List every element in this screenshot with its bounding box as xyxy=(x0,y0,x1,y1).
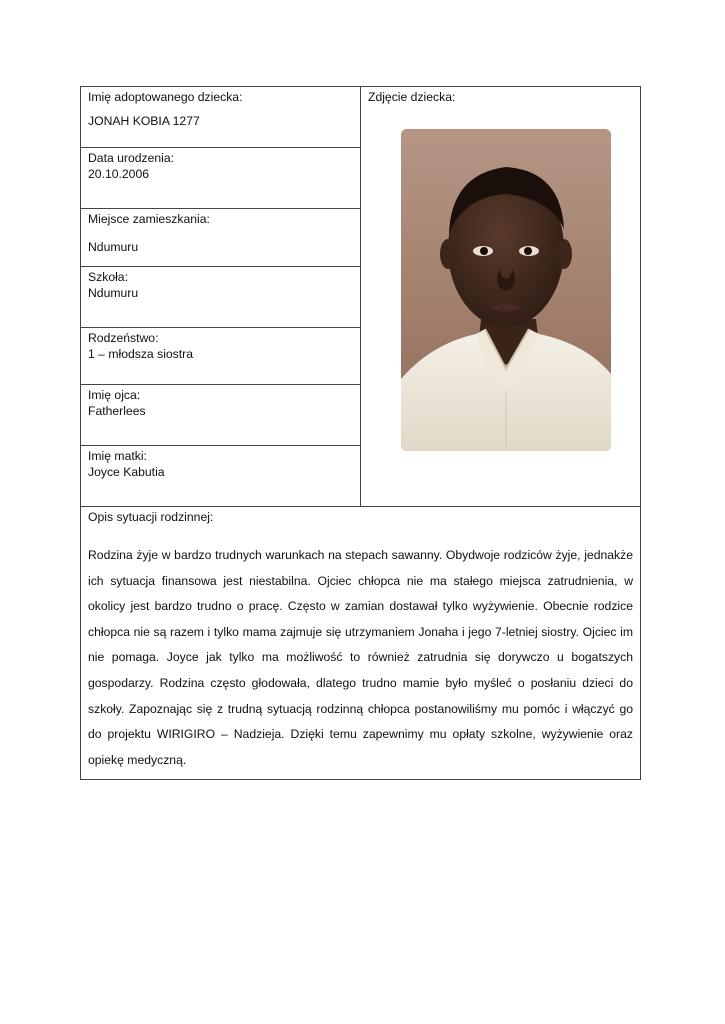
father-label: Imię ojca: xyxy=(88,388,141,402)
photo-column xyxy=(361,87,640,506)
child-name-label: Imię adoptowanego dziecka: xyxy=(88,90,243,104)
child-portrait-image xyxy=(401,129,611,451)
photo-label: Zdjęcie dziecka: xyxy=(368,90,456,104)
birth-date-value: 20.10.2006 xyxy=(88,167,149,181)
father-value: Fatherlees xyxy=(88,404,146,418)
birth-date-field xyxy=(81,148,360,209)
siblings-label: Rodzeństwo: xyxy=(88,331,159,345)
mother-field xyxy=(81,446,360,506)
profile-fields-column xyxy=(81,87,361,506)
siblings-value: 1 – młodsza siostra xyxy=(88,347,193,361)
family-situation-section xyxy=(81,507,640,779)
birth-date-label: Data urodzenia: xyxy=(88,151,175,165)
family-situation-label: Opis sytuacji rodzinnej: xyxy=(88,510,214,524)
profile-top-section xyxy=(81,87,640,507)
residence-field xyxy=(81,209,360,267)
child-name-field xyxy=(81,87,360,148)
child-name-value: JONAH KOBIA 1277 xyxy=(88,114,200,128)
father-field xyxy=(81,385,360,446)
child-photo xyxy=(401,129,611,451)
mother-value: Joyce Kabutia xyxy=(88,465,165,479)
family-situation-text: Rodzina żyje w bardzo trudnych warunkach na stepach sawanny. Obydwoje rodziców żyje, jednakże ich sytuacja finansowa jest niestabilna. Ojciec chłopca nie ma stałego miejsca zatrudnienia, w okolicy jest bardzo trudno o pracę. Często w zamian dostawał tylko wyżywienie. Obecnie rodzice chłopca nie są razem i tylko mama zajmuje się utrzymaniem Jonaha i jego 7-letniej siostry. Ojciec im nie pomaga. Joyce jak tylko ma możliwość to również zatrudnia się dorywczo u bogatszych gospodarzy. Rodzina często głodowała, dlatego trudno mamie było myśleć o posłaniu dzieci do szkoły. Zapoznając się z trudną sytuacją rodzinną chłopca postanowiliśmy mu pomóc i włączyć go do projektu WIRIGIRO – Nadzieja. Dzięki temu zapewnimy mu opłaty szkolne, wyżywienie oraz opiekę medyczną. xyxy=(88,548,633,767)
child-profile-form xyxy=(80,86,641,780)
mother-label: Imię matki: xyxy=(88,449,147,463)
school-value: Ndumuru xyxy=(88,286,139,300)
school-field xyxy=(81,267,360,328)
residence-value: Ndumuru xyxy=(88,240,139,254)
school-label: Szkoła: xyxy=(88,270,128,284)
siblings-field xyxy=(81,328,360,385)
residence-label: Miejsce zamieszkania: xyxy=(88,212,210,226)
